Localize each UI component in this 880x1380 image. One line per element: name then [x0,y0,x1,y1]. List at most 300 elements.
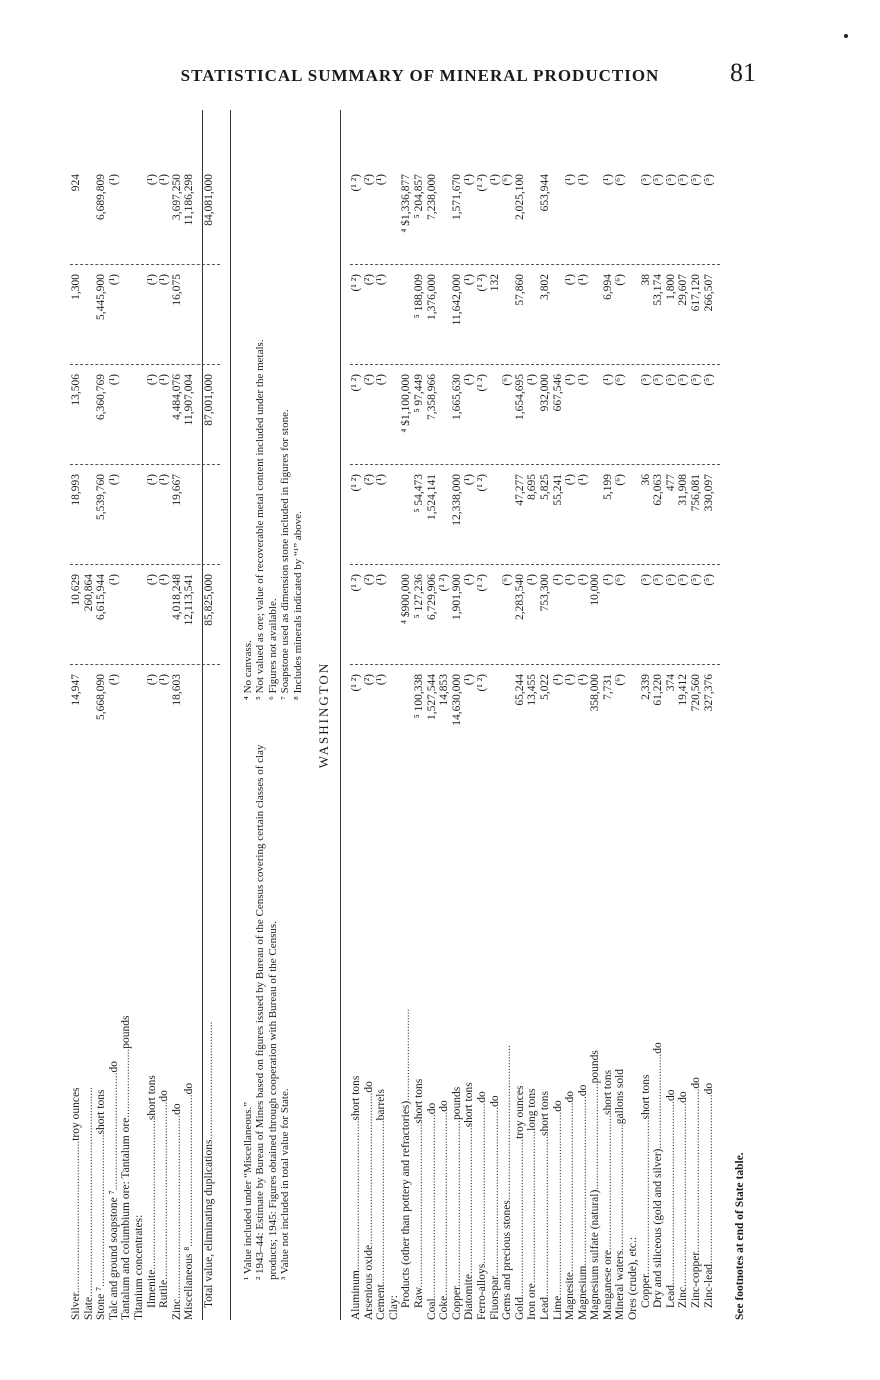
leader-dots: ........................................................... [564,1102,577,1273]
leader-dots: ......................................................................... [82,1087,95,1297]
cell-value: (¹) [158,274,171,286]
leader-dots: ..................................................... [95,1134,108,1287]
row-unit: do [488,1095,501,1107]
cell-value: 12,338,000 [450,474,463,526]
row-label [83,760,96,1320]
leader-dots: ......................................... [107,1072,120,1191]
cell-value: 477 [664,474,677,492]
cell-value: 16,075 [170,274,183,306]
cell-value: 1,524,141 [425,474,438,520]
table-row [501,110,514,1320]
cell-value: (¹) [463,174,476,186]
cell-value: (¹) [107,674,120,686]
cell-value: (⁵) [677,374,690,386]
cell-value: (¹) [564,274,577,286]
cell-value: 1,527,544 [425,674,438,720]
cell-value: 12,113,541 [183,574,196,626]
row-name: Silver [70,1293,82,1320]
leader-dots: ................................................................ [170,1114,183,1299]
row-name: Gems and precious stones [501,1200,514,1320]
row-label [388,760,401,1320]
leader-dots: ................................ [400,1008,413,1101]
cell-value: 720,560 [690,674,703,712]
row-label [526,760,539,1320]
row-name: Mineral waters [614,1250,627,1320]
cell-value: (¹ ²) [475,574,488,592]
cell-value: 266,507 [702,274,715,312]
cell-value: (¹) [158,574,171,586]
table-row [564,110,577,1320]
cell-value: 47,277 [513,474,526,506]
row-name: Ferro-alloys [475,1263,488,1320]
cell-value: 617,120 [690,274,703,312]
cell-value: (¹) [564,174,577,186]
leader-dots: ......................................................... [412,1123,425,1288]
cell-value: 327,376 [702,674,715,712]
cell-value: (¹ ²) [475,374,488,392]
row-label [564,760,577,1320]
table-row [677,110,690,1320]
footnote-5: ⁵ Not valued as ore; value of recoverable metal content included under the metals. [254,339,267,700]
row-label [602,760,615,1320]
table-row [108,110,121,1320]
cell-value: (⁶) [614,274,627,286]
cell-value: ⁵ 204,857 [412,174,425,219]
table-row [133,110,146,1320]
row-label [400,760,413,1308]
row-name: Ores (crude), etc.: [627,1236,640,1320]
row-name: Rutile [158,1279,171,1308]
row-name: Magnesium sulfate (natural) [589,1189,602,1320]
row-name: Zinc [677,1286,690,1308]
cell-value: (¹ ²) [475,174,488,192]
row-name: Zinc [170,1298,183,1320]
cell-value: (¹) [375,174,388,186]
page-number: 81 [730,58,756,87]
row-unit: do [438,1100,451,1112]
row-unit: short tons [145,1075,158,1121]
cell-value: (²) [362,674,375,686]
table-row [539,110,552,1320]
cell-value: ⁴ $900,000 [400,574,413,625]
cell-value: 6,994 [601,274,614,300]
row-unit: do [551,1100,564,1112]
row-label [690,760,703,1308]
row-name: Total value, eliminating duplications [202,1139,215,1308]
cell-value: 756,081 [690,474,703,512]
cell-value: (¹) [601,574,614,586]
cell-value: (⁵) [664,574,677,586]
row-name: Raw [412,1287,425,1308]
leader-dots: ..................................................... [526,1130,539,1284]
row-label [146,760,159,1308]
table-row [120,110,133,1320]
row-label [463,760,476,1320]
leader-dots: ..................................... [589,1083,602,1190]
table-row [363,110,376,1320]
table-row [158,110,171,1320]
cell-value: (¹) [601,374,614,386]
cell-value: (¹) [158,674,171,686]
leader-dots: .............................................................. [158,1101,171,1280]
cell-value: (⁵) [664,174,677,186]
row-unit: long tons [526,1088,539,1131]
leader-dots: ............................................ [614,1124,627,1251]
row-unit: do [170,1103,183,1115]
row-name: Products (other than pottery and refractories) [400,1100,413,1308]
cell-value: (⁵) [690,574,703,586]
table-row [652,110,665,1320]
cell-value: (¹ ²) [350,474,362,492]
table-row [95,110,108,1320]
cell-value: (¹) [107,374,120,386]
cell-value: (¹) [564,674,577,686]
row-name: Titanium concentrates: [132,1214,145,1320]
cell-value: (¹) [576,674,589,686]
cell-value: (¹) [107,574,120,586]
cell-value: (¹) [107,274,120,286]
cell-value: (¹) [526,374,539,386]
cell-value: 5,199 [601,474,614,500]
cell-value: 87,001,000 [202,374,215,426]
leader-dots: ........................................................... [702,1094,715,1264]
cell-value: ⁵ 97,449 [412,374,425,413]
cell-value: 1,800 [664,274,677,300]
table-row [426,110,439,1320]
cell-value: (⁵) [639,574,652,586]
cell-value: 2,025,100 [513,174,526,220]
row-label [133,760,146,1320]
footnotes-left [242,720,292,1280]
cell-value: (¹) [463,674,476,686]
row-unit: do [158,1090,171,1102]
cell-value: 10,000 [589,574,602,606]
cell-value: (⁵) [690,174,703,186]
row-unit: short tons [538,1090,551,1137]
cell-value: (¹ ²) [475,474,488,492]
cell-value: (²) [362,174,375,186]
cell-value: 53,174 [652,274,665,306]
leader-dots: ..................................................... [362,1092,375,1245]
cell-value: (¹) [463,574,476,586]
cell-value: 14,947 [70,674,82,706]
cell-value: (¹) [375,274,388,286]
table-row [183,110,196,1320]
cell-value: 4,484,076 [170,374,183,420]
table-row [703,110,716,1320]
cell-value: (¹) [564,574,577,586]
cell-value: (⁵) [652,374,665,386]
cell-value: 84,081,000 [202,174,215,226]
table-row [602,110,615,1320]
cell-value: 85,825,000 [202,574,215,626]
row-label [677,760,690,1308]
cell-value: (¹ ²) [350,174,362,192]
cell-value: 18,993 [70,474,82,506]
cell-value: 36 [639,474,652,486]
row-name: Fluorspar [488,1276,501,1320]
row-unit: pounds [589,1050,602,1084]
table-row [388,110,401,1320]
row-label [652,760,665,1308]
footnote-7: ⁷ Soapstone used as dimension stone included in figures for stone. [279,409,292,700]
cell-value: ⁵ 127,236 [412,574,425,619]
cell-value: (¹) [145,374,158,386]
row-label [413,760,426,1308]
leader-dots: ........................ [120,1048,133,1118]
cell-value: 5,445,900 [95,274,108,320]
cell-value: (¹ ²) [350,274,362,292]
row-unit: do [475,1091,488,1103]
cell-value: 11,907,004 [183,374,196,426]
row-unit: do [664,1089,677,1102]
cell-value: (¹) [576,574,589,586]
cell-value: (⁵) [677,574,690,586]
row-unit: do [677,1091,690,1103]
cell-value: (¹) [576,174,589,186]
cell-value: (¹) [145,274,158,286]
leader-dots: ...................................................... [501,1044,514,1201]
table-row [552,110,565,1320]
table-row [665,110,678,1320]
row-label [363,760,376,1320]
row-label [350,760,363,1320]
rotated-table-page [70,110,760,1320]
row-name: Cement [375,1284,388,1320]
leader-dots: ................................................................ [551,1111,564,1296]
table-row [614,110,627,1320]
cell-value: (¹) [576,274,589,286]
cell-value: (²) [362,474,375,486]
cell-value: (¹) [375,374,388,386]
row-name: Slate [82,1297,95,1320]
row-label [640,760,653,1308]
row-unit: barrels [375,1089,388,1121]
cell-value: ⁵ 188,009 [412,274,425,319]
cell-value: 19,412 [677,674,690,706]
cell-value: (⁵) [652,174,665,186]
page-title: STATISTICAL SUMMARY OF MINERAL PRODUCTION [180,66,660,85]
row-label [514,760,527,1320]
row-label [577,760,590,1320]
table-row [438,110,451,1320]
cell-value: 57,860 [513,274,526,306]
row-label [539,760,552,1320]
cell-value: (¹) [463,274,476,286]
leader-dots: ................................................................ [425,1114,438,1299]
cell-value: ⁴ $1,336,877 [400,174,413,233]
cell-value: 5,668,090 [95,674,108,720]
cell-value: (⁵) [664,374,677,386]
table-row [350,110,363,1320]
row-label [183,760,196,1320]
cell-value: 6,615,944 [95,574,108,620]
row-label [589,760,602,1320]
cell-value: 6,729,906 [425,574,438,620]
table-row [413,110,426,1320]
cell-value: (¹ ²) [438,574,451,592]
cell-value: (⁵) [652,574,665,586]
print-speck [844,34,848,38]
leader-dots: ........................................................ [538,1136,551,1298]
row-label [552,760,565,1320]
row-name: Lead [538,1297,551,1320]
page-header [0,58,880,98]
cell-value: (⁶) [614,574,627,586]
cell-value: 653,944 [538,174,551,212]
row-name: Gold [513,1297,526,1320]
row-name: Dry and siliceous (gold and silver) [652,1148,665,1308]
cell-value: 1,901,900 [450,574,463,620]
table-row [690,110,703,1320]
leader-dots: ..................................................... [70,1140,82,1294]
cell-value: 13,455 [526,674,539,706]
cell-value: ⁵ 100,338 [412,674,425,719]
cell-value: 2,283,540 [513,574,526,620]
cell-value: (⁶) [501,574,514,586]
row-label [665,760,678,1308]
row-label [426,760,439,1320]
row-name: Diatomite [463,1274,476,1320]
cell-value: 7,731 [601,674,614,700]
cell-value: 14,853 [438,674,451,706]
row-label [375,760,388,1320]
row-unit: short tons [412,1078,425,1124]
leader-dots: ................................................................ [677,1102,690,1287]
cell-value: 10,629 [70,574,82,606]
table-row [400,110,413,1320]
table-row [589,110,602,1320]
table-row [526,110,539,1320]
table-row [70,110,83,1320]
leader-dots: ................................................................ [438,1111,451,1296]
cell-value: 753,300 [538,574,551,612]
cell-value: (¹) [158,474,171,486]
row-label [451,760,464,1320]
row-unit: gallons sold [614,1068,627,1125]
leader-dots: .................................................... [350,1120,362,1271]
row-unit: troy ounces [513,1085,526,1139]
cell-value: (¹) [576,374,589,386]
cell-value: (¹) [107,174,120,186]
leader-dots: ........................................................... [488,1106,501,1277]
cell-value: 260,864 [82,574,95,612]
table-row [203,110,216,1320]
cell-value: (⁵) [702,174,715,186]
cell-value: (¹ ²) [475,274,488,292]
cell-value: 358,000 [589,674,602,712]
table-row [577,110,590,1320]
row-name: Tantalum and columbium ore: Tantalum ore [120,1117,133,1320]
cell-value: (⁶) [614,174,627,186]
row-label [476,760,489,1320]
lower-table [350,110,720,1320]
cell-value: (¹) [551,574,564,586]
cell-value: 924 [70,174,82,192]
cell-value: 667,546 [551,374,564,412]
table-row [171,110,184,1320]
row-label [158,760,171,1308]
cell-value: (¹) [158,174,171,186]
table-row [514,110,527,1320]
cell-value: (²) [362,274,375,286]
row-label [501,760,514,1320]
leader-dots: ......................................................... [690,1088,703,1253]
row-unit: do [690,1077,703,1089]
cell-value: (¹) [576,474,589,486]
cell-value: 5,539,760 [95,474,108,520]
row-unit: pounds [450,1086,463,1121]
cell-value: (¹) [375,674,388,686]
cell-value: (¹) [564,374,577,386]
cell-value: (⁶) [501,374,514,386]
row-name: Stone ⁷ [95,1286,108,1320]
row-unit: do [564,1090,577,1103]
cell-value: (¹ ²) [350,374,362,392]
row-unit: short tons [95,1089,108,1135]
row-label [438,760,451,1320]
cell-value: 330,097 [702,474,715,512]
row-unit: do [183,1082,196,1095]
cell-value: 1,654,695 [513,374,526,420]
row-name: Magnesium [576,1265,589,1320]
table-row [489,110,502,1320]
cell-value: (²) [362,574,375,586]
see-footnotes-note: See footnotes at end of State table. [734,1152,746,1320]
cell-value: 1,376,000 [425,274,438,320]
row-name: Zinc-lead [702,1263,715,1308]
cell-value: (¹) [488,174,501,186]
cell-value: 6,689,809 [95,174,108,220]
cell-value: 65,244 [513,674,526,706]
leader-dots: ............................................... [601,1114,614,1251]
row-unit: do [362,1081,375,1093]
cell-value: (¹) [145,574,158,586]
row-unit: do [576,1084,589,1097]
row-name: Lead [664,1285,677,1308]
section-title-washington: WASHINGTON [316,661,331,769]
cell-value: 932,000 [538,374,551,412]
cell-value: 3,697,250 [170,174,183,220]
leader-dots: ................................................................ [664,1101,677,1286]
cell-value: (⁶) [614,374,627,386]
leader-dots: ........................................................... [576,1096,589,1266]
row-name: Copper [639,1274,652,1308]
row-label [614,760,627,1320]
row-name: Ilmenite [145,1269,158,1308]
leader-dots: ..................................................... [183,1094,196,1247]
row-name: Lime [551,1295,564,1320]
leader-dots: ......................................... [202,1021,215,1140]
row-label [108,760,121,1320]
row-unit: pounds [120,1015,133,1049]
cell-value: (¹) [145,674,158,686]
cell-value: (¹ ²) [475,674,488,692]
footnote-6: ⁶ Figures not available. [266,598,279,700]
cell-value: 8,695 [526,474,539,500]
cell-value: (¹) [145,174,158,186]
row-name: Zinc-copper [690,1252,703,1308]
cell-value: (¹ ²) [350,574,362,592]
cell-value: (¹) [375,474,388,486]
row-label [203,760,216,1308]
cell-value: (¹) [601,174,614,186]
cell-value: 5,825 [538,474,551,500]
cell-value: (⁵) [702,374,715,386]
row-label [171,760,184,1320]
cell-value: (¹) [526,574,539,586]
row-unit: troy ounces [70,1087,82,1141]
